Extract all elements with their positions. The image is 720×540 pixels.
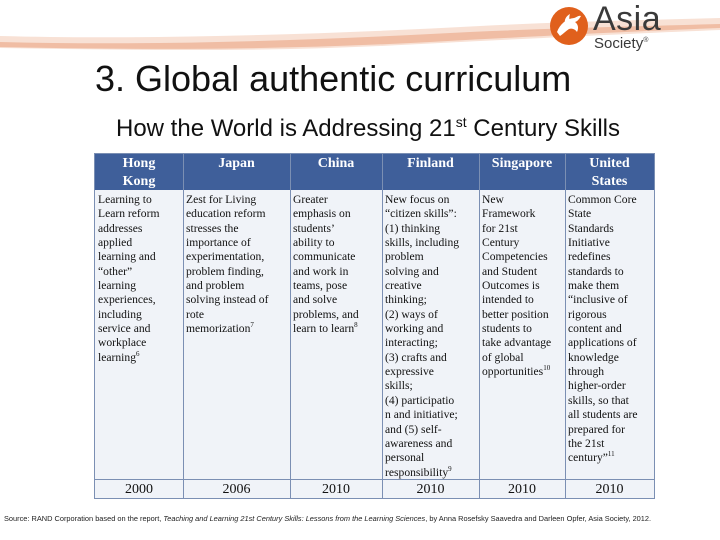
table-column (95, 154, 183, 498)
description-line: including (98, 307, 142, 321)
column-header (183, 154, 290, 190)
description-line: (3) crafts and (385, 350, 447, 364)
description-line: students to (482, 322, 532, 336)
description-line: “other” (98, 264, 133, 278)
description-line: rigorous (568, 307, 607, 321)
description-line: Framework (482, 207, 536, 221)
description-line: Zest for Living (186, 193, 257, 206)
description-line: and work in (293, 264, 349, 278)
description-line: experimentation, (186, 250, 265, 264)
description-line: rote (186, 307, 205, 321)
table-column (565, 154, 654, 498)
asia-society-logo[interactable] (548, 2, 716, 50)
column-header-label: United (589, 156, 630, 171)
description-line: Initiative (568, 236, 610, 250)
description-line: New (482, 193, 504, 206)
description-line: skills, so that (568, 393, 629, 407)
description-line: Competencies (482, 250, 548, 264)
column-description (479, 191, 565, 379)
description-line: solving instead of (186, 293, 269, 307)
description-line: responsibility$^9$ (385, 464, 452, 479)
description-line: skills; (385, 379, 413, 393)
description-line: teams, pose (293, 279, 348, 293)
description-line: problems, and (293, 307, 359, 321)
description-line: importance of (186, 236, 251, 250)
description-line: Greater (293, 193, 328, 206)
column-header-label: Hong (122, 156, 156, 171)
description-line: and problem (186, 279, 245, 293)
description-line: applications of (568, 336, 637, 350)
year-label: 2000 (125, 482, 153, 497)
table-column (479, 154, 565, 498)
column-header-label: States (591, 174, 628, 189)
description-line: State (568, 207, 592, 221)
column-description (565, 191, 654, 466)
description-line: prepared for (568, 422, 625, 436)
description-line: education reform (186, 207, 266, 221)
description-line: “inclusive of (568, 293, 628, 307)
year-label: 2010 (595, 482, 624, 497)
logo-wordmark: Asia (593, 0, 662, 38)
footnote-marker: 9 (448, 464, 452, 473)
description-line: applied (98, 236, 133, 250)
description-line: redefines (568, 250, 611, 264)
description-line: skills, including (385, 236, 460, 250)
description-line: century”$^{11}$ (568, 450, 615, 465)
description-line: learn to learn$^8$ (293, 321, 358, 336)
description-line: problem (385, 250, 424, 264)
column-header (382, 154, 479, 190)
column-header-label: China (317, 156, 355, 171)
description-line: the 21st (568, 436, 605, 450)
description-line: New focus on (385, 193, 450, 206)
description-line: Outcomes is (482, 279, 540, 293)
description-line: interacting; (385, 336, 438, 350)
footnote-marker: 7 (250, 321, 254, 330)
description-line: stresses the (186, 221, 239, 235)
description-line: thinking; (385, 293, 427, 307)
description-line: (4) participatio (385, 393, 455, 407)
description-line: for 21st (482, 221, 518, 235)
logo-subtext: Society® (594, 35, 649, 52)
description-line: n and initiative; (385, 408, 458, 422)
description-line: working and (385, 322, 444, 336)
table-column (183, 154, 290, 498)
description-line: make them (568, 279, 620, 293)
description-line: (2) ways of (385, 307, 438, 321)
description-line: addresses (98, 221, 143, 235)
column-divider (290, 154, 291, 498)
skills-comparison-table (94, 153, 655, 499)
column-header (565, 154, 654, 190)
description-line: “citizen skills”: (385, 207, 457, 221)
column-header-label: Singapore (491, 156, 553, 171)
description-line: personal (385, 451, 425, 465)
description-line: Learn reform (98, 207, 160, 221)
description-line: learning (98, 279, 136, 293)
description-line: students’ (293, 221, 335, 235)
column-header (479, 154, 565, 190)
description-line: service and (98, 322, 151, 336)
column-description (95, 191, 183, 365)
description-line: standards to (568, 264, 624, 278)
description-line: creative (385, 279, 422, 293)
description-line: and solve (293, 293, 338, 307)
footnote-marker: 11 (607, 450, 615, 459)
column-header (95, 154, 183, 190)
description-line: workplace (98, 336, 147, 350)
source-citation: Source: RAND Corporation based on the report, Teaching and Learning 21st Century Skills: Lessons from the Learning Sciences, by Anna Rosefsky Saavedra and Darleen Opfer, Asia Society, 2012. (4, 514, 652, 523)
column-divider (565, 154, 566, 498)
description-line: Learning to (98, 193, 152, 206)
column-header-label: Finland (407, 156, 454, 171)
description-line: all students are (568, 408, 638, 422)
description-line: of global (482, 350, 524, 364)
slide-subtitle: How the World is Addressing 21st Century Skills (116, 114, 620, 142)
description-line: take advantage (482, 336, 552, 350)
griffin-logo-icon (548, 5, 590, 47)
description-line: solving and (385, 264, 439, 278)
description-line: experiences, (98, 293, 156, 307)
column-divider (382, 154, 383, 498)
table-column (382, 154, 479, 498)
footnote-marker: 10 (543, 364, 551, 373)
description-line: through (568, 365, 605, 379)
footnote-marker: 8 (354, 321, 358, 330)
description-line: intended to (482, 293, 534, 307)
description-line: learning$^6$ (98, 349, 140, 364)
description-line: expressive (385, 365, 434, 379)
year-label: 2006 (222, 482, 251, 497)
column-description (382, 191, 479, 480)
column-header-label: Japan (218, 156, 255, 171)
description-line: better position (482, 307, 549, 321)
description-line: communicate (293, 250, 356, 264)
slide-title: 3. Global authentic curriculum (95, 58, 572, 99)
description-line: content and (568, 322, 622, 336)
description-line: knowledge (568, 350, 619, 364)
year-label: 2010 (508, 482, 536, 497)
column-divider (183, 154, 184, 498)
year-label: 2010 (416, 482, 445, 497)
description-line: learning and (98, 250, 156, 264)
description-line: memorization$^7$ (186, 321, 254, 336)
footnote-marker: 6 (136, 349, 140, 358)
description-line: higher-order (568, 379, 626, 393)
description-line: Common Core (568, 193, 637, 206)
table-column (290, 154, 382, 498)
description-line: Century (482, 236, 520, 250)
column-divider (479, 154, 480, 498)
description-line: (1) thinking (385, 221, 441, 235)
description-line: problem finding, (186, 264, 264, 278)
description-line: opportunities$^{10}$ (482, 364, 551, 379)
column-header (290, 154, 382, 190)
column-description (183, 191, 290, 336)
description-line: and Student (482, 264, 538, 278)
year-label: 2010 (322, 482, 350, 497)
column-description (290, 191, 382, 336)
description-line: ability to (293, 236, 335, 250)
description-line: Standards (568, 221, 614, 235)
column-header-label: Kong (122, 174, 156, 189)
description-line: and (5) self- (385, 422, 442, 436)
description-line: emphasis on (293, 207, 351, 221)
description-line: awareness and (385, 436, 453, 450)
